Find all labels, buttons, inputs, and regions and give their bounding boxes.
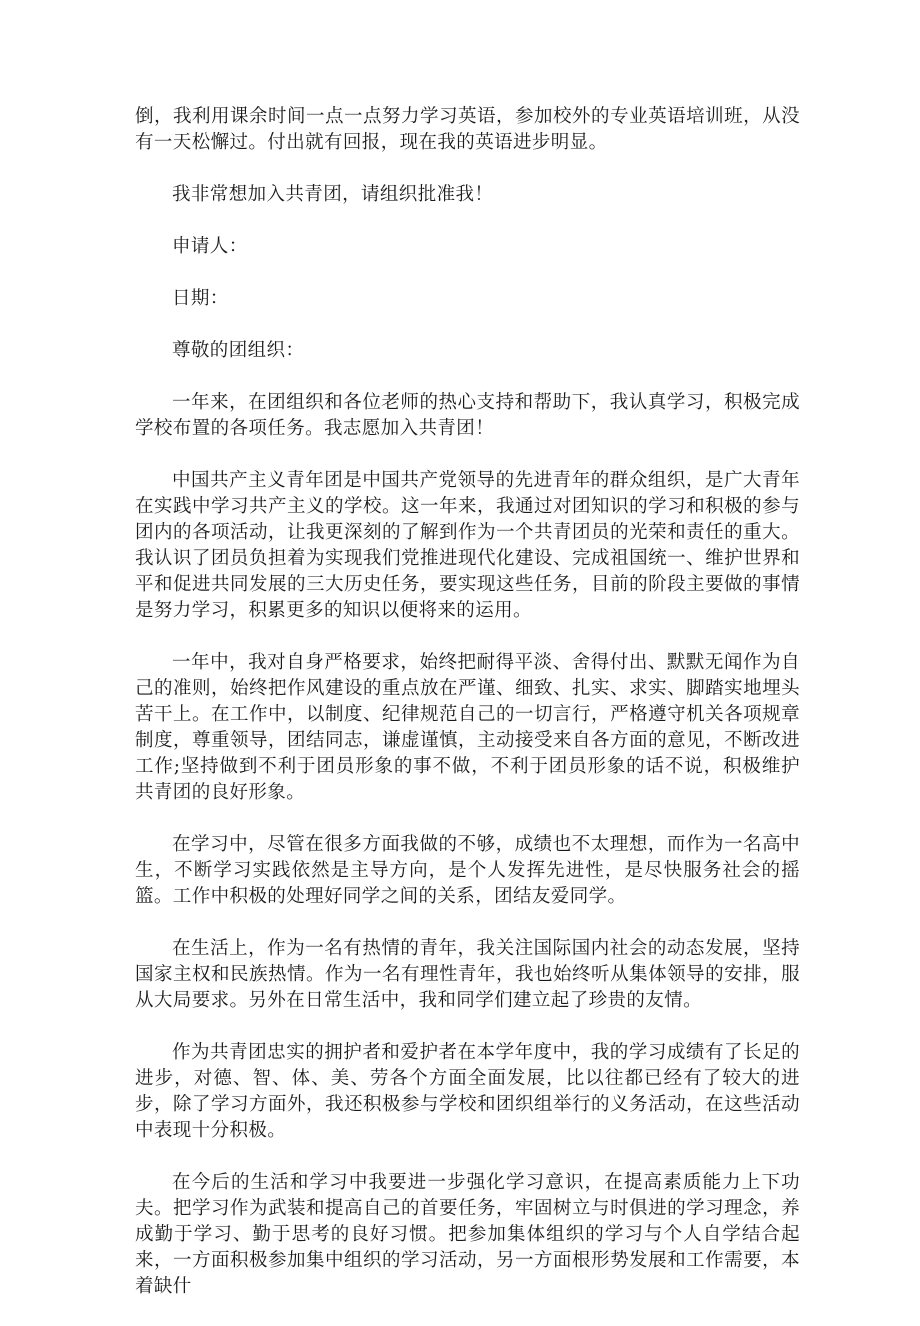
document-page [135,104,800,1326]
paragraph-future: 在今后的生活和学习中我要进一步强化学习意识，在提高素质能力上下功夫。把学习作为武装和提高自己的首要任务，牢固树立与时俱进的学习理念，养成勤于学习、勤于思考的良好习惯。把参加集体组织的学习与个人自学结合起来，一方面积极参加集中组织的学习活动，另一方面根形势发展和工作需要，本着缺什 [135,1172,800,1297]
paragraph-intro: 一年来，在团组织和各位老师的热心支持和帮助下，我认真学习，积极完成学校布置的各项任务。我志愿加入共青团！ [135,392,800,439]
paragraph-request: 我非常想加入共青团，请组织批准我！ [172,184,494,205]
paragraph-league-knowledge: 中国共产主义青年团是中国共产党领导的先进青年的群众组织，是广大青年在实践中学习共产主义的学校。这一年来，我通过对团知识的学习和积极的参与团内的各项活动，让我更深刻的了解到作为一个共青团员的光荣和责任的重大。我认识了团员负担着为实现我们党推进现代化建设、完成祖国统一、维护世界和平和促进共同发展的三大历史任务，要实现这些任务，目前的阶段主要做的事情是努力学习，积累更多的知识以便将来的运用。 [135,470,800,621]
paragraph-continuation: 倒，我利用课余时间一点一点努力学习英语，参加校外的专业英语培训班，从没有一天松懈过。付出就有回报，现在我的英语进步明显。 [135,106,800,153]
paragraph-life: 在生活上，作为一名有热情的青年，我关注国际国内社会的动态发展，坚持国家主权和民族热情。作为一名有理性青年，我也始终听从集体领导的安排，服从大局要求。另外在日常生活中，我和同学们建立起了珍贵的友情。 [135,938,800,1011]
paragraph-study: 在学习中，尽管在很多方面我做的不够，成绩也不太理想，而作为一名高中生，不断学习实践依然是主导方向，是个人发挥先进性，是尽快服务社会的摇篮。工作中积极的处理好同学之间的关系，团结友爱同学。 [135,834,800,907]
applicant-label: 申请人： [172,236,248,257]
paragraph-self-discipline: 一年中，我对自身严格要求，始终把耐得平淡、舍得付出、默默无闻作为自己的准则，始终把作风建设的重点放在严谨、细致、扎实、求实、脚踏实地埋头苦干上。在工作中，以制度、纪律规范自己的一切言行，严格遵守机关各项规章制度，尊重领导，团结同志，谦虚谨慎，主动接受来自各方面的意见，不断改进工作;坚持做到不利于团员形象的事不做，不利于团员形象的话不说，积极维护共青团的良好形象。 [135,652,800,803]
date-label: 日期： [172,288,229,309]
paragraph-progress: 作为共青团忠实的拥护者和爱护者在本学年度中，我的学习成绩有了长足的进步，对德、智、体、美、劳各个方面全面发展，比以往都已经有了较大的进步，除了学习方面外，我还积极参与学校和团织组举行的义务活动，在这些活动中表现十分积极。 [135,1042,800,1141]
salutation: 尊敬的团组织： [172,340,305,361]
